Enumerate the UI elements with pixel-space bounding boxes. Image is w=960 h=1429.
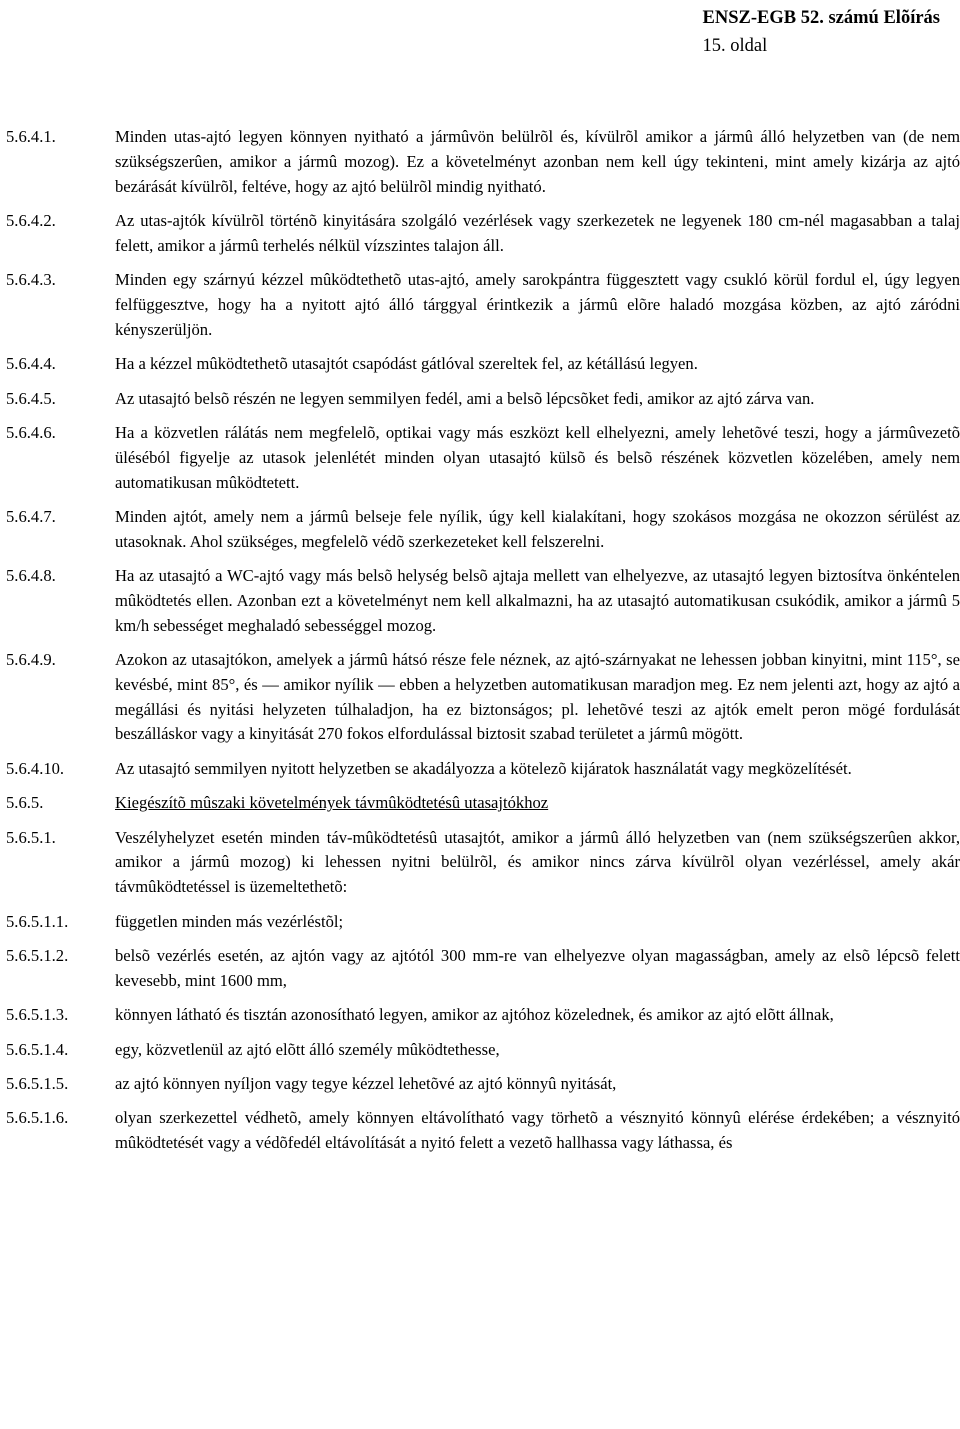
paragraph-5-6-4-10 — [6, 757, 960, 782]
paragraph-number: 5.6.4.5. — [6, 388, 56, 408]
paragraph-text: Minden egy szárnyú kézzel mûködtethetõ utas-ajtó, amely sarokpántra függesztett vagy csukló körül fordul el, úgy legyen felfüggesztve, hogy ha a nyitott ajtó álló tárggyal érintkezik a jármû elõre haladó mozgása közben, az ajtó záródni kényszerüljön. — [115, 270, 960, 339]
section-heading: Kiegészítõ mûszaki követelmények távmûködtetésû utasajtókhoz — [115, 793, 549, 813]
paragraph-text: belsõ vezérlés esetén, az ajtón vagy az ajtótól 300 mm-re van elhelyezve olyan magasságban, amely az elsõ lépcsõ felett kevesebb, mint 1600 mm, — [115, 946, 960, 990]
paragraph-5-6-5-1 — [6, 826, 960, 900]
paragraph-number: 5.6.4.8. — [6, 566, 56, 586]
paragraph-text: Veszélyhelyzet esetén minden táv-mûködtetésû utasajtót, amikor a jármû álló helyzetben van (nem szükségszerûen akkor, amikor a jármû mozog) ki lehessen nyitni belülrõl, és amikor nincs zárva kívülrõl olyan vezérléssel, amely akár távmûködtetéssel is üzemeltethetõ: — [115, 827, 960, 897]
paragraph-5-6-5-1-5 — [6, 1072, 960, 1097]
paragraph-5-6-4-1 — [6, 125, 960, 199]
paragraph-5-6-5-1-6 — [6, 1106, 960, 1156]
paragraph-text: független minden más vezérléstõl; — [115, 911, 344, 931]
paragraph-number: 5.6.5.1.6. — [6, 1108, 69, 1128]
paragraph-number: 5.6.4.1. — [6, 127, 56, 146]
paragraph-5-6-4-3 — [6, 268, 960, 342]
paragraph-5-6-4-5 — [6, 387, 960, 412]
section-number: 5.6.5. — [6, 793, 44, 813]
paragraph-text: egy, közvetlenül az ajtó elõtt álló személy mûködtethesse, — [115, 1039, 500, 1059]
paragraph-text: könnyen látható és tisztán azonosítható legyen, amikor az ajtóhoz közelednek, és amikor az ajtó elõtt állnak, — [115, 1005, 834, 1025]
paragraph-5-6-4-9 — [6, 648, 960, 747]
paragraph-text: Minden ajtót, amely nem a jármû belseje fele nyílik, úgy kell kialakítani, hogy szokásos mozgása ne okozzon sérülést az utasoknak. Ahol szükséges, megfelelõ védõ szerkezeteket kell felszerelni. — [115, 506, 960, 551]
page-header — [703, 4, 940, 60]
paragraph-text: Az utasajtó semmilyen nyitott helyzetben se akadályozza a kötelezõ kijáratok használatát vagy megközelítését. — [115, 758, 852, 778]
paragraph-number: 5.6.5.1.5. — [6, 1074, 69, 1093]
paragraph-number: 5.6.4.10. — [6, 758, 65, 778]
paragraph-number: 5.6.4.4. — [6, 354, 56, 374]
paragraph-5-6-5-1-3 — [6, 1003, 960, 1028]
paragraph-text: Minden utas-ajtó legyen könnyen nyitható a jármûvön belülrõl és, kívülrõl amikor a jármû álló helyzetben van (de nem szükségszerûen, amikor a jármû mozog). Ez a követelményt azonban nem kell úgy tekinteni, mint amely kizárja az ajtó bezárását kívülrõl, feltéve, hogy az ajtó belülrõl mindig nyitható. — [115, 127, 960, 196]
paragraph-number: 5.6.5.1.4. — [6, 1039, 69, 1059]
paragraph-number: 5.6.4.6. — [6, 422, 56, 442]
paragraph-text: Az utas-ajtók kívülrõl történõ kinyitására szolgáló vezérlések vagy szerkezetek ne legyenek 180 cm-nél magasabban a talaj felett, amikor a jármû terhelés nélkül vízszintes talajon áll. — [115, 210, 960, 255]
paragraph-5-6-4-4 — [6, 352, 960, 377]
page-number: 15. oldal — [702, 36, 768, 56]
section-heading-5-6-5 — [6, 791, 960, 816]
paragraph-5-6-4-7 — [6, 505, 960, 555]
document-body — [6, 125, 960, 1166]
paragraph-text: olyan szerkezettel védhetõ, amely könnyen eltávolítható vagy törhetõ a vésznyitó könnyû elérése érdekében; a vésznyitó mûködtetését vagy a védõfedél eltávolítását a nyitó felett a vezetõ hallhassa vagy láthassa, és — [115, 1108, 960, 1153]
paragraph-text: Az utasajtó belsõ részén ne legyen semmilyen fedél, ami a belsõ lépcsõket fedi, amikor az ajtó zárva van. — [115, 388, 815, 408]
paragraph-number: 5.6.4.3. — [6, 270, 56, 290]
paragraph-5-6-5-1-2 — [6, 944, 960, 994]
paragraph-number: 5.6.5.1.1. — [6, 911, 69, 931]
paragraph-text: Ha a kézzel mûködtethetõ utasajtót csapódást gátlóval szereltek fel, az kétállású legyen. — [115, 354, 698, 374]
paragraph-5-6-4-6 — [6, 421, 960, 495]
paragraph-text: Ha az utasajtó a WC-ajtó vagy más belsõ helység belsõ ajtaja mellett van elhelyezve, az utasajtó legyen biztosítva önkéntelen mûködtetés ellen. Azonban ezt a követelményt nem kell alkalmazni, ha az utasajtó automatikusan csukódik, amikor a jármû 5 km/h sebességet meghaladó sebességgel mozog. — [115, 566, 960, 635]
paragraph-text: Ha a közvetlen rálátás nem megfelelõ, optikai vagy más eszközt kell elhelyezni, amely lehetõvé teszi, hogy a jármûvezetõ üléséból figyelje az utasok jelenlétét minden olyan utasajtó külsõ és belsõ részének közvetlen közelében, amely nem automatikusan mûködtetett. — [115, 422, 960, 492]
paragraph-number: 5.6.4.2. — [6, 210, 56, 230]
paragraph-text: az ajtó könnyen nyíljon vagy tegye kézzel lehetõvé az ajtó könnyû nyitását, — [115, 1074, 617, 1093]
paragraph-number: 5.6.5.1.3. — [6, 1005, 69, 1025]
document-title: ENSZ-EGB 52. számú Elõírás — [702, 8, 940, 28]
paragraph-5-6-5-1-4 — [6, 1038, 960, 1063]
paragraph-number: 5.6.4.9. — [6, 650, 56, 670]
paragraph-number: 5.6.5.1.2. — [6, 946, 69, 966]
paragraph-number: 5.6.5.1. — [6, 827, 56, 847]
paragraph-5-6-4-2 — [6, 209, 960, 259]
paragraph-5-6-4-8 — [6, 564, 960, 638]
paragraph-5-6-5-1-1 — [6, 910, 960, 935]
paragraph-number: 5.6.4.7. — [6, 506, 56, 526]
paragraph-text: Azokon az utasajtókon, amelyek a jármû hátsó része fele néznek, az ajtó-szárnyakat ne lehessen jobban kinyitni, mint 115°, se kevésbé, mint 85°, és — amikor nyílik — ebben a helyzetben automatikusan maradjon meg. Ez nem jelenti azt, hogy az ajtó a megállási és nyitási helyzeten túlhaladjon, ha ez biztonságos; pl. lehetõvé teszi az ajtók emelt peron mögé fordulását beszálláskor vagy a kinyitását 270 fokos elfordulással biztosit szabad területet a jármû mögött. — [115, 650, 960, 744]
